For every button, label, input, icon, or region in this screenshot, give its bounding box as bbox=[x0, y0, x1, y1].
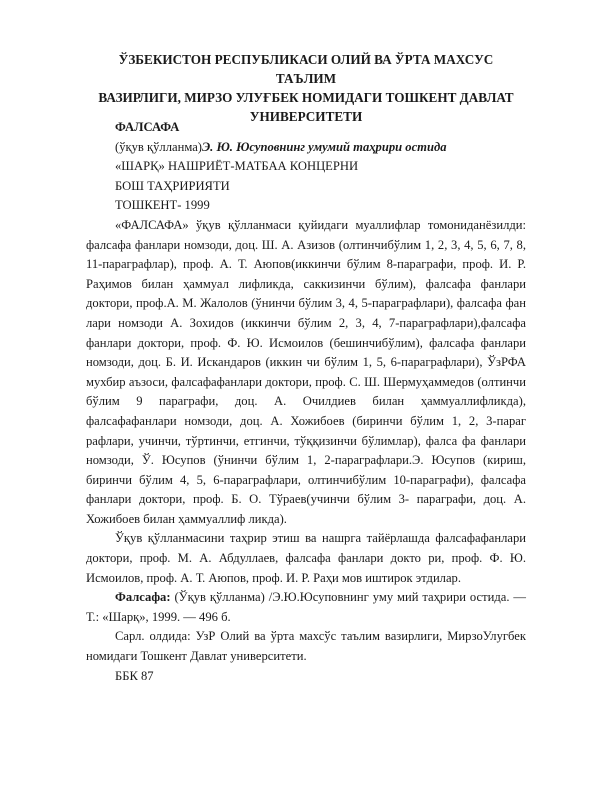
subtitle-editor: Э. Ю. Юсуповнинг умумий таҳрири остида bbox=[201, 139, 447, 154]
authors-paragraph: «ФАЛСАФА» ўқув қўлланмаси қуйидаги муаллифлар томониданёзилди: фалсафа фанлари номзоди, доц. Ш. А. Азизов (олтинчибўлим 1, 2, 3, 4, 5, 6, 7, 8, 11-параграфлар), проф. А. Т. Аюпов(иккинчи бўлим 8-параграфи, проф. И. Р. Раҳимов билан ҳаммуал лифликда, саккизинчи бўлим), фалсафа фанлари доктори, проф.А. М. Жалолов (ўнинчи бўлим 3, 4, 5-параграфлари), фалсафа фан лари номзоди А. Зохидов (иккинчи бўлим 2, 3, 4, 7-параграфлари),фалсафа фанлари доктори, проф. Ф. Ю. Исмоилов (бешинчибўлим), фалсафа фанлари номзоди, доц. Б. И. Искандаров (иккин чи бўлим 1, 5, 6-параграфлари), ЎзРФА мухбир аъзоси, фалсафафанлари доктори, проф. С. Ш. Шермуҳаммедов (олтинчи бўлим 9 параграфи, доц. А. Очилдиев билан ҳаммуаллифликда), фалсафафанлари номзоди, доц. А. Хожибоев (биринчи бўлим 1, 2, 3-параг рафлари, учинчи, тўртинчи, етгинчи, тўққизинчи бўлимлар), фалса фа фанлари номзоди, Ў. Юсупов (ўнинчи бўлим 1, 2-параграфлари.Э. Юсупов (кириш, биринчи бўлим 4, 5, 6-параграфлари, олтинчибўлим 10-параграфи), фалсафа фанлари доктори, проф. Б. О. Тўраев(учинчи бўлим 3- параграфи, доц. А. Хожибоев билан ҳаммуаллиф ликда). bbox=[86, 217, 526, 526]
publisher-city-year: ТОШКЕНТ- 1999 bbox=[115, 198, 210, 213]
bbk-code: ББК 87 bbox=[115, 668, 154, 683]
subtitle-prefix: (ўқув қўлланма) bbox=[115, 139, 202, 154]
preparation-paragraph: Ўқув қўлланмасини таҳрир этиш ва нашрга тайёрлашда фалсафафанлари доктори, проф. М. А. Абдуллаев, фалсафа фанлари докто ри, проф. Ф. Ю. Исмоилов, проф. А. Т. Аюпов, проф. И. Р. Раҳи мов иштирок этдилар. bbox=[86, 531, 526, 585]
header-line-2: ВАЗИРЛИГИ, МИРЗО УЛУҒБЕК НОМИДАГИ ТОШКЕНТ ДАВЛАТ bbox=[98, 90, 514, 105]
citation-label: Фалсафа: bbox=[115, 590, 171, 605]
citation-text: (Ўқув қўлланма) /Э.Ю.Юсуповнинг уму мий таҳрири остида. — Т.: «Шарқ», 1999. — 496 б. bbox=[86, 590, 526, 624]
cover-title-paragraph: Сарл. олдида: УзР Олий ва ўрта махсўс таълим вазирлиги, МирзоУлугбек номидаги Тошкент Давлат университети. bbox=[86, 629, 526, 664]
book-title: ФАЛСАФА bbox=[115, 120, 180, 134]
institution-header bbox=[90, 50, 522, 126]
header-line-3: УНИВЕРСИТЕТИ bbox=[249, 109, 363, 124]
citation-paragraph bbox=[86, 588, 526, 627]
header-line-1: ЎЗБЕКИСТОН РЕСПУБЛИКАСИ ОЛИЙ ВА ЎРТА МАХСУС ТАЪЛИМ bbox=[118, 52, 494, 86]
document-body bbox=[86, 118, 526, 686]
publisher-name: «ШАРҚ» НАШРИЁТ-МАТБАА КОНЦЕРНИ bbox=[115, 159, 359, 174]
publisher-office: БОШ ТАҲРИРИЯТИ bbox=[115, 178, 230, 193]
book-subtitle bbox=[86, 138, 526, 158]
